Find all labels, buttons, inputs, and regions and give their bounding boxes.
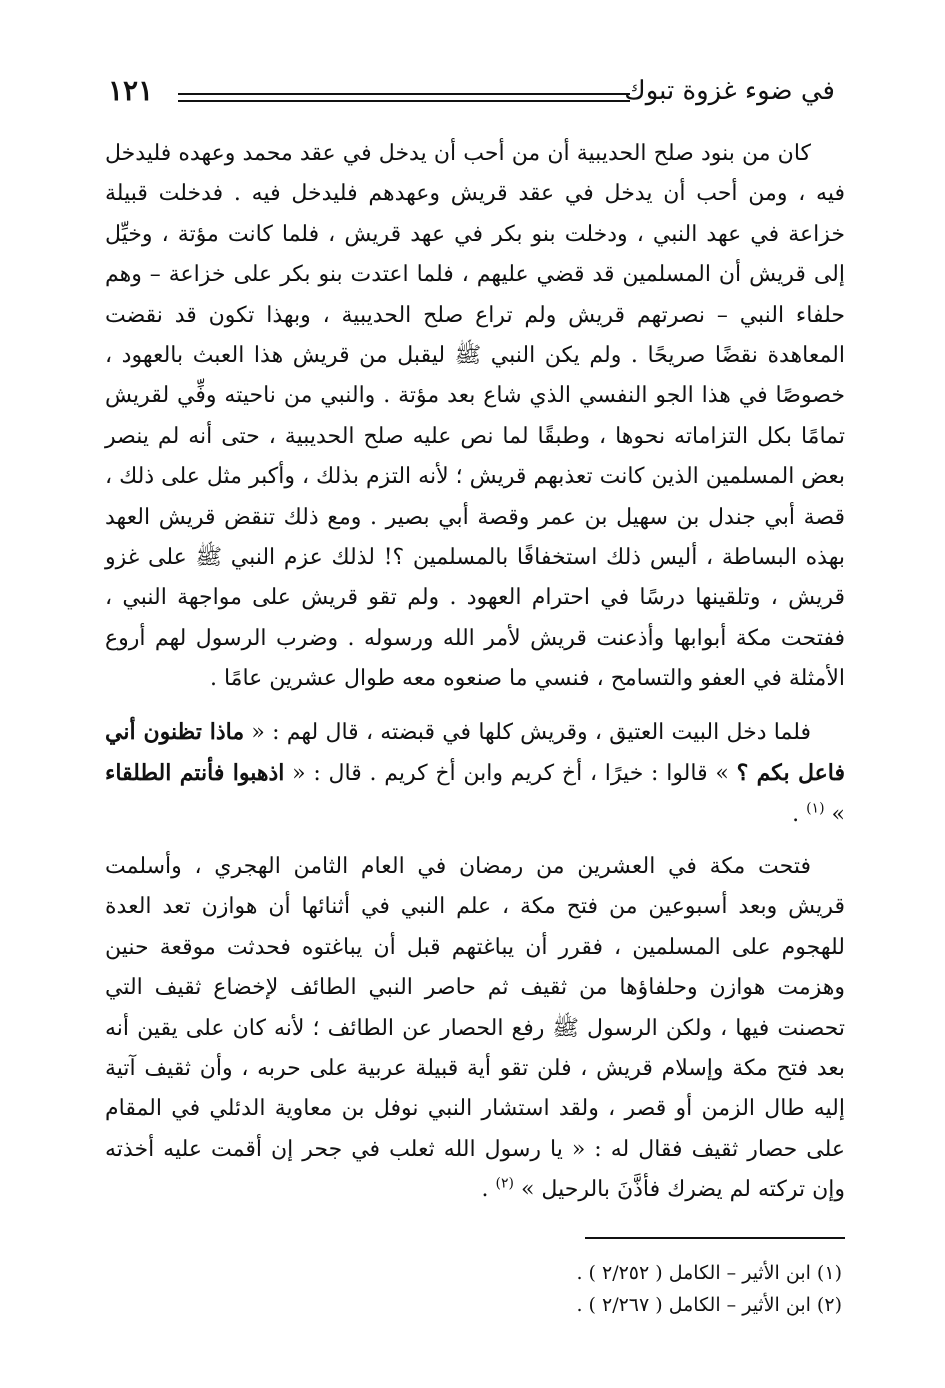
running-title: في ضوء غزوة تبوك (624, 76, 835, 106)
text-run: فتحت مكة في العشرين من رمضان في العام الثامن الهجري ، وأسلمت قريش وبعد أسبوعين من فتح مكة ، علم النبي في أثنائها أن هوازن تعد العدة للهجوم على المسلمين ، فقرر أن يباغتهم قبل أن يباغتوه فحدثت موقعة حنين وهزمت هوازن وحلفاؤها من ثقيف ثم حاصر النبي الطائف لإخضاع ثقيف التي تحصنت فيها ، ولكن الرسول ﷺ رفع الحصار عن الطائف ؛ لأنه كان على يقين أنه بعد فتح مكة وإسلام قريش ، فلن تقو أية قبيلة عربية على حربه ، وأن ثقيف آتية إليه طال الزمن أو قصر ، ولقد استشار النبي نوفل بن معاوية الدئلي في المقام على حصار ثقيف فقال له : « يا رسول الله ثعلب في جحر إن أقمت عليه أخذته وإن تركته لم يضرك فأذَّنَ بالرحيل » (105, 853, 845, 1203)
text-run: . (792, 801, 807, 827)
footnote-1: (١) ابن الأثير – الكامل ( ٢/٢٥٢ ) . (576, 1262, 842, 1284)
text-run: فلما دخل البيت العتيق ، وقريش كلها في قبضته ، قال لهم : « (244, 719, 811, 745)
paragraph (105, 712, 845, 835)
page-header (108, 72, 835, 122)
footnote-2: (٢) ابن الأثير – الكامل ( ٢/٢٦٧ ) . (576, 1294, 842, 1316)
bold-quote: ماذا تظنون أني فاعل بكم ؟ (105, 718, 845, 787)
bold-quote: اذهبوا فأنتم الطلقاء (105, 760, 285, 787)
text-run: » قالوا : خيرًا ، أخ كريم وابن أخ كريم . قال : « (284, 761, 737, 787)
text-run: . (481, 1177, 496, 1203)
text-run: كان من بنود صلح الحديبية أن من أحب أن يدخل في عقد محمد وعهده فليدخل فيه ، ومن أحب أن يدخل في عقد قريش وعهدهم فليدخل فيه . فدخلت قبيلة خزاعة في عهد النبي ، ودخلت بنو بكر في عهد قريش ، فلما كانت مؤتة ، وخيِّل إلى قريش أن المسلمين قد قضي عليهم ، فلما اعتدت بنو بكر على خزاعة – وهم حلفاء النبي – نصرتهم قريش ولم تراع صلح الحديبية ، وبهذا تكون قد نقضت المعاهدة نقضًا صريحًا . ولم يكن النبي ﷺ ليقبل من قريش هذا العبث بالعهود ، خصوصًا في هذا الجو النفسي الذي شاع بعد مؤتة . والنبي من ناحيته وفِّي لقريش تمامًا بكل التزاماته نحوها ، وطبقًا لما نص عليه صلح الحديبية ، حتى أنه لم ينصر بعض المسلمين الذين كانت تعذبهم قريش ؛ لأنه التزم بذلك ، وأكبر مثل على ذلك ، قصة أبي جندل بن سهيل بن عمر وقصة أبي بصير . ومع ذلك تنقض قريش العهد بهذه البساطة ، أليس ذلك استخفافًا بالمسلمين ؟! لذلك عزم النبي ﷺ على غزو قريش ، وتلقينها درسًا في احترام العهود . ولم تقو قريش على مواجهة النبي ، ففتحت مكة أبوابها وأذعنت قريش لأمر الله ورسوله . وضرب الرسول لهم أروع الأمثلة في العفو والتسامح ، فنسي ما صنعوه معه طوال عشرين عامًا . (105, 141, 845, 692)
footnote-ref: (١) (806, 800, 825, 817)
footnote-separator (585, 1237, 845, 1239)
paragraph (105, 847, 845, 1211)
text-run: » (824, 801, 845, 827)
paragraph (105, 134, 845, 700)
page-body (105, 134, 845, 1223)
footnote-ref: (٢) (495, 1175, 514, 1192)
page-number: ١٢١ (108, 74, 154, 107)
header-double-rule (178, 93, 630, 102)
footnotes (400, 1257, 842, 1321)
